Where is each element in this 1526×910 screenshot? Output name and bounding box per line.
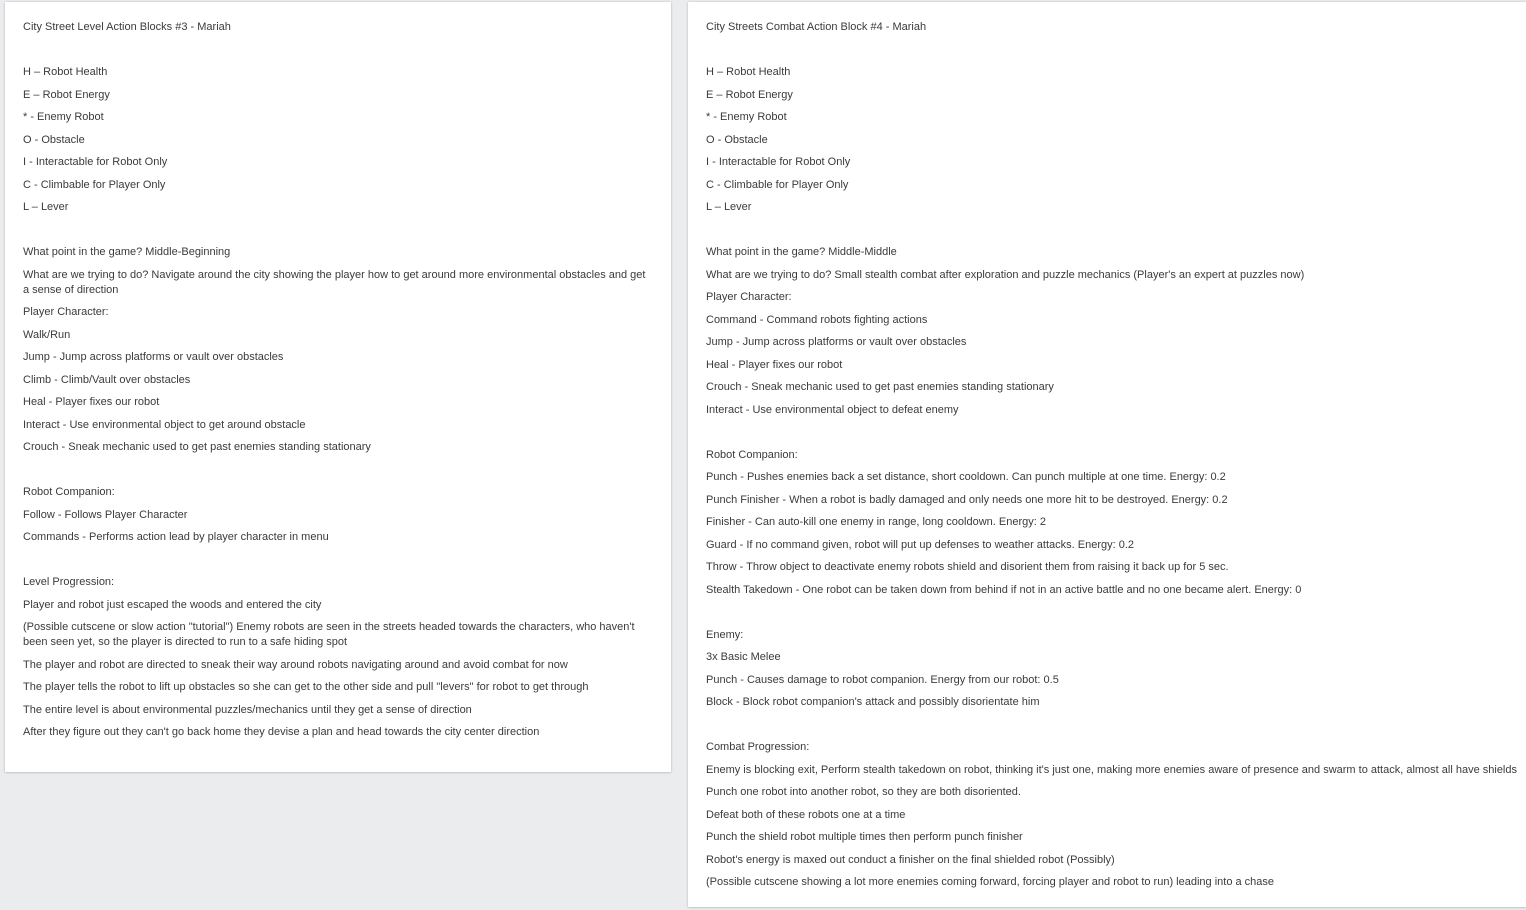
right-blank-line [706,718,1526,733]
left-line-e-robot-energy: E – Robot Energy [23,88,110,101]
right-line-l-lever: L – Lever [706,201,752,213]
left-line-robot-companion: Robot Companion: [23,486,115,498]
right-line-punch-the-shield-robot-multipl: Punch the shield robot multiple times then perform punch finisher [706,831,1023,843]
right-line-robot-s-energy-is-maxed-out-co: Robot's energy is maxed out conduct a finisher on the final shielded robot (Possibly) [706,853,1115,866]
right-line-stealth-takedown-one-robot-can: Stealth Takedown - One robot can be taken down from behind if not in an active battle and no one became alert. Energy: 0 [706,583,1302,596]
left-line-l-lever: L – Lever [23,201,69,213]
left-line-o-obstacle: O - Obstacle [23,133,85,146]
left-line-level-progression: Level Progression: [23,576,115,588]
left-document-card [5,2,671,772]
right-line-crouch-sneak-mechanic-used-to-: Crouch - Sneak mechanic used to get past enemies standing stationary [706,381,1054,393]
left-line-commands-performs-action-lead-: Commands - Performs action lead by player character in menu [23,531,329,543]
right-line-jump-jump-across-platforms-or-: Jump - Jump across platforms or vault over obstacles [706,336,967,348]
left-line-the-entire-level-is-about-envi: The entire level is about environmental puzzles/mechanics until they get a sense of direction [23,703,472,716]
left-blank-line [23,463,653,478]
right-line-what-point-in-the-game-middle-: What point in the game? Middle-Middle [706,246,897,258]
left-line-enemy-robot: * - Enemy Robot [23,111,104,123]
right-line-possible-cutscene-showing-a-lo: (Possible cutscene showing a lot more enemies coming forward, forcing player and robot to run) leading into a chase [706,876,1275,888]
left-line-walk-run: Walk/Run [23,328,71,341]
right-line-defeat-both-of-these-robots-on: Defeat both of these robots one at a time [706,808,906,821]
right-line-player-character: Player Character: [706,291,792,303]
left-line-the-player-tells-the-robot-to-: The player tells the robot to lift up obstacles so she can get to the other side and pull "levers" for robot to get through [23,681,589,693]
right-document-card [688,2,1526,907]
right-line-enemy-robot: * - Enemy Robot [706,111,787,123]
left-blank-line [23,553,653,568]
right-line-finisher-can-auto-kill-one-ene: Finisher - Can auto-kill one enemy in range, long cooldown. Energy: 2 [706,516,1046,528]
right-line-e-robot-energy: E – Robot Energy [706,88,793,101]
left-blank-line [23,43,653,58]
left-line-interact-use-environmental-obj: Interact - Use environmental object to get around obstacle [23,418,306,431]
right-title: City Streets Combat Action Block #4 - Mariah [706,21,927,33]
right-line-punch-pushes-enemies-back-a-se: Punch - Pushes enemies back a set distance, short cooldown. Can punch multiple at one time. Energy: 0.2 [706,471,1226,483]
right-blank-line [706,425,1526,440]
left-line-heal-player-fixes-our-robot: Heal - Player fixes our robot [23,396,160,408]
left-line-c-climbable-for-player-only: C - Climbable for Player Only [23,178,166,191]
left-title: City Street Level Action Blocks #3 - Mariah [23,21,231,33]
left-line-crouch-sneak-mechanic-used-to-: Crouch - Sneak mechanic used to get past enemies standing stationary [23,441,371,453]
left-line-what-point-in-the-game-middle-: What point in the game? Middle-Beginning [23,246,231,258]
left-line-jump-jump-across-platforms-or-: Jump - Jump across platforms or vault over obstacles [23,351,284,363]
right-line-h-robot-health: H – Robot Health [706,66,791,78]
left-line-the-player-and-robot-are-direc: The player and robot are directed to sneak their way around robots navigating around and avoid combat for now [23,658,568,671]
right-line-c-climbable-for-player-only: C - Climbable for Player Only [706,178,849,191]
right-blank-line [706,43,1526,58]
right-line-punch-one-robot-into-another-r: Punch one robot into another robot, so they are both disoriented. [706,786,1021,798]
right-line-o-obstacle: O - Obstacle [706,133,768,146]
right-blank-line [706,605,1526,620]
right-line-enemy-is-blocking-exit-perform: Enemy is blocking exit, Perform stealth takedown on robot, thinking it's just one, making more enemies aware of presence and swarm to attack, almost all have shields [706,763,1517,776]
right-line-punch-causes-damage-to-robot-c: Punch - Causes damage to robot companion. Energy from our robot: 0.5 [706,673,1059,686]
right-line-enemy: Enemy: [706,628,744,641]
right-line-3x-basic-melee: 3x Basic Melee [706,651,781,663]
left-line-what-are-we-trying-to-do-navig: What are we trying to do? Navigate around the city showing the player how to get around more environmental obstacles and get a sense of direction [23,268,646,296]
right-line-block-block-robot-companion-s-: Block - Block robot companion's attack and possibly disorientate him [706,696,1040,708]
right-line-heal-player-fixes-our-robot: Heal - Player fixes our robot [706,358,843,371]
left-blank-line [23,223,653,238]
right-line-throw-throw-object-to-deactiva: Throw - Throw object to deactivate enemy robots shield and disorient them from raising it back up for 5 sec. [706,561,1229,573]
right-line-robot-companion: Robot Companion: [706,448,798,461]
right-line-punch-finisher-when-a-robot-is: Punch Finisher - When a robot is badly damaged and only needs one more hit to be destroyed. Energy: 0.2 [706,493,1228,506]
left-line-after-they-figure-out-they-can: After they figure out they can't go back home they devise a plan and head towards the city center direction [23,726,540,738]
left-line-player-and-robot-just-escaped-: Player and robot just escaped the woods and entered the city [23,598,322,611]
right-line-combat-progression: Combat Progression: [706,741,810,753]
left-line-follow-follows-player-characte: Follow - Follows Player Character [23,508,188,521]
right-line-interact-use-environmental-obj: Interact - Use environmental object to defeat enemy [706,403,959,416]
left-line-h-robot-health: H – Robot Health [23,66,108,78]
left-line-player-character: Player Character: [23,306,109,318]
left-line-i-interactable-for-robot-only: I - Interactable for Robot Only [23,156,168,168]
right-line-guard-if-no-command-given-robo: Guard - If no command given, robot will put up defenses to weather attacks. Energy: 0.2 [706,538,1135,551]
right-blank-line [706,223,1526,238]
right-line-i-interactable-for-robot-only: I - Interactable for Robot Only [706,156,851,168]
right-line-command-command-robots-fightin: Command - Command robots fighting actions [706,313,928,326]
left-line-climb-climb-vault-over-obstacl: Climb - Climb/Vault over obstacles [23,373,191,386]
right-line-what-are-we-trying-to-do-small: What are we trying to do? Small stealth combat after exploration and puzzle mechanics (Player's an expert at puzzles now) [706,268,1305,281]
left-line-possible-cutscene-or-slow-acti: (Possible cutscene or slow action "tutorial") Enemy robots are seen in the streets headed towards the characters, who haven't been seen yet, so the player is directed to run to a safe hiding spot [23,621,635,648]
